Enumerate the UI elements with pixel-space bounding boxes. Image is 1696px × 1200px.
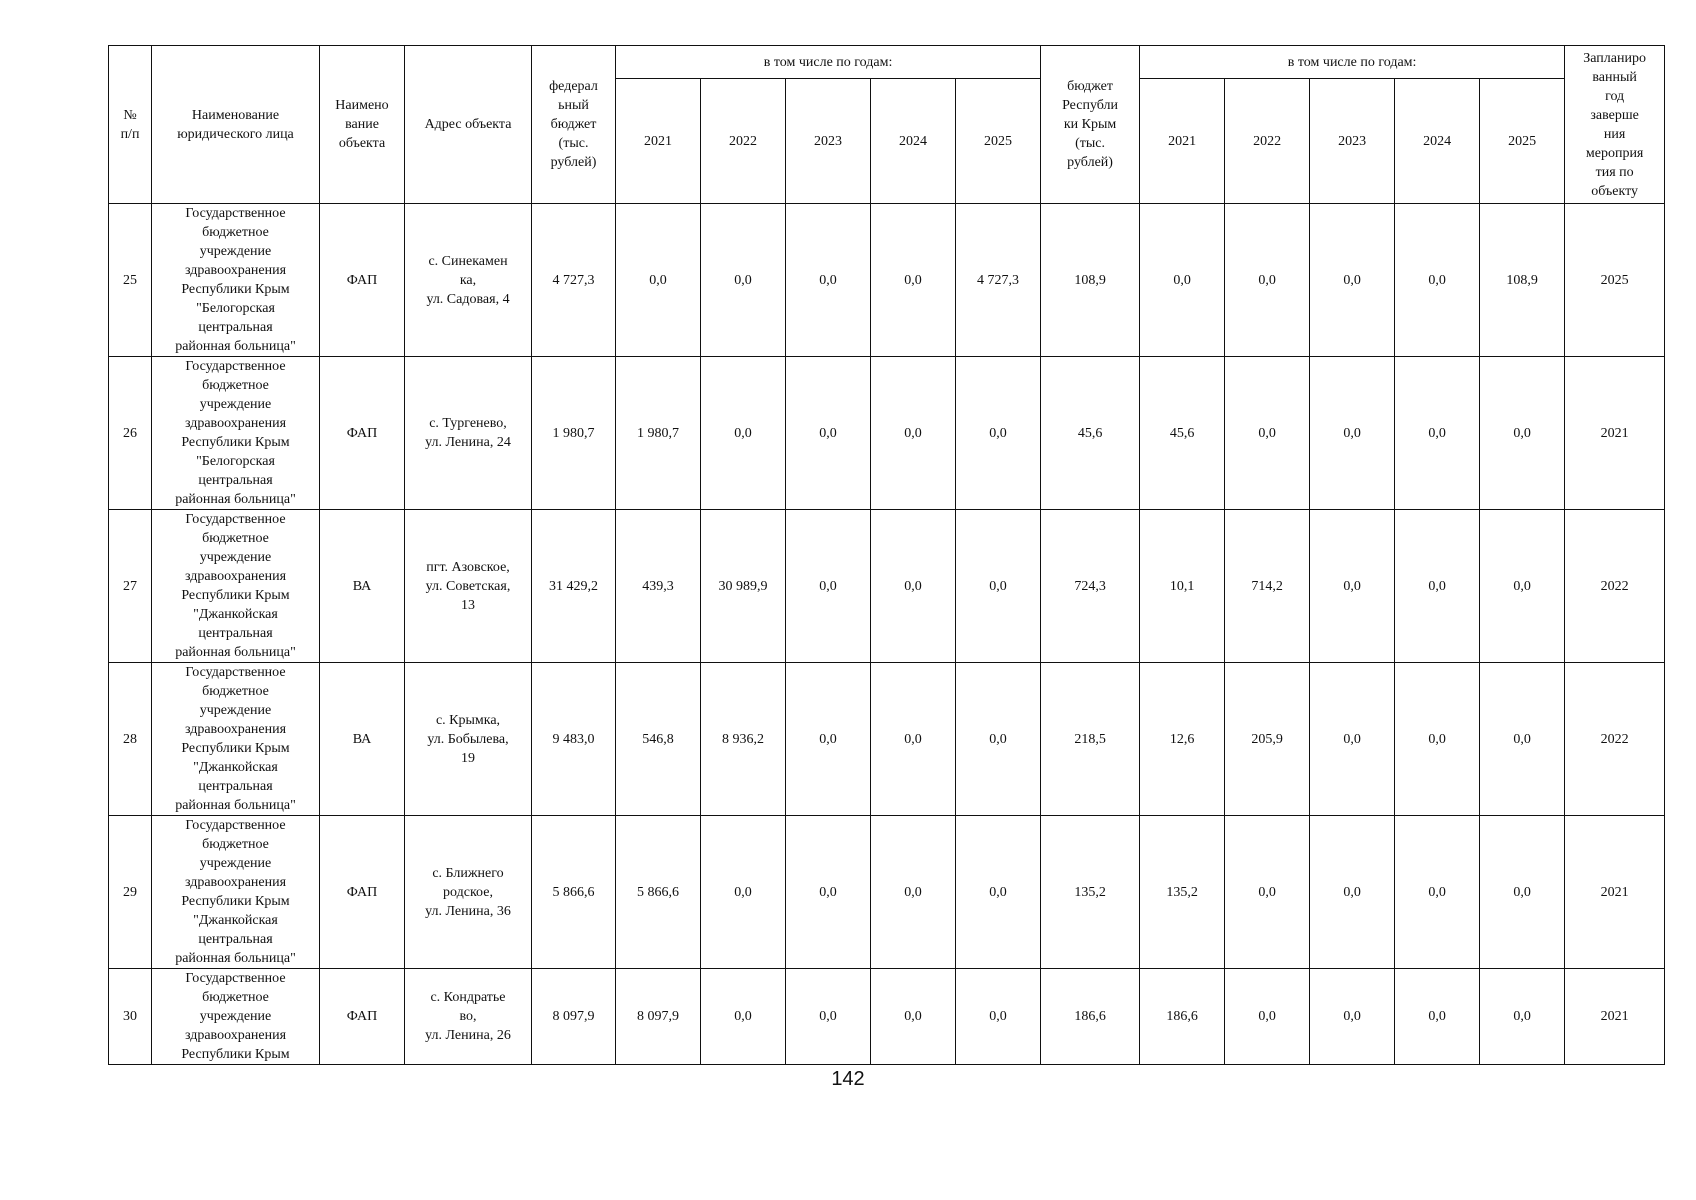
cell-regional-year <box>1225 969 1310 1065</box>
cell-address-text: пгт. Азовское, ул. Советская, 13 <box>425 559 511 613</box>
cell-regional-year <box>1310 816 1395 969</box>
cell-object-name <box>320 969 405 1065</box>
cell-regional-year-text: 0,0 <box>1428 272 1446 288</box>
cell-regional-year-text: 205,9 <box>1251 731 1283 747</box>
cell-address-text: с. Синекамен ка, ул. Садовая, 4 <box>426 253 510 307</box>
year-header: 2023 <box>786 79 871 204</box>
cell-federal-year-text: 4 727,3 <box>977 272 1020 288</box>
cell-regional-year <box>1225 204 1310 357</box>
cell-address-text: с. Крымка, ул. Бобылева, 19 <box>427 712 509 766</box>
cell-federal-text: 31 429,2 <box>549 578 598 594</box>
cell-regional-year-text: 0,0 <box>1258 425 1276 441</box>
cell-regional-year-text: 0,0 <box>1343 1009 1361 1024</box>
cell-regional <box>1041 510 1140 663</box>
budget-table <box>108 45 1665 1065</box>
cell-federal-year-text: 0,0 <box>734 425 752 441</box>
cell-federal <box>532 510 616 663</box>
cell-object-name <box>320 204 405 357</box>
cell-regional-year <box>1480 510 1565 663</box>
cell-planned-year <box>1565 357 1665 510</box>
cell-federal-year <box>701 969 786 1065</box>
cell-regional-year <box>1310 663 1395 816</box>
cell-federal-year <box>786 663 871 816</box>
cell-federal-year-text: 0,0 <box>904 578 922 594</box>
cell-federal-year <box>871 969 956 1065</box>
cell-object-name-text: ФАП <box>346 272 378 288</box>
cell-federal-year <box>616 510 701 663</box>
cell-federal-year-text: 0,0 <box>819 731 837 747</box>
cell-regional-year <box>1140 510 1225 663</box>
cell-num-text: 29 <box>123 884 137 900</box>
cell-address <box>405 204 532 357</box>
cell-federal-text: 1 980,7 <box>552 425 595 441</box>
cell-num <box>109 510 152 663</box>
cell-federal-year <box>871 816 956 969</box>
table-row <box>109 969 1665 1065</box>
cell-regional-year <box>1310 510 1395 663</box>
col-header-org: Наименование юридического лица <box>152 46 320 204</box>
cell-object-name <box>320 510 405 663</box>
cell-regional-year <box>1480 663 1565 816</box>
cell-org-text: Государственное бюджетное учреждение здравоохранения Республики Крым "Белогорская центральная районная больница" <box>175 206 296 354</box>
cell-federal-year-text: 30 989,9 <box>718 578 768 594</box>
cell-regional-text: 186,6 <box>1074 1009 1106 1024</box>
cell-regional-year-text: 0,0 <box>1428 884 1446 900</box>
cell-object-name <box>320 357 405 510</box>
cell-regional-year <box>1140 816 1225 969</box>
year-header: 2024 <box>1395 79 1480 204</box>
cell-federal-text: 9 483,0 <box>552 731 595 747</box>
cell-federal-year-text: 439,3 <box>642 578 674 594</box>
cell-regional-year-text: 0,0 <box>1428 578 1446 594</box>
cell-num-text: 30 <box>123 1009 137 1024</box>
cell-regional-year-text: 12,6 <box>1169 731 1195 747</box>
table-row <box>109 204 1665 357</box>
cell-regional-year <box>1225 510 1310 663</box>
cell-federal-year-text: 0,0 <box>904 731 922 747</box>
cell-federal-year-text: 0,0 <box>819 425 837 441</box>
cell-federal-year-text: 0,0 <box>734 272 752 288</box>
cell-regional <box>1041 969 1140 1065</box>
cell-federal-year-text: 546,8 <box>642 731 674 747</box>
cell-federal-year <box>871 204 956 357</box>
col-header-federal: федерал ьный бюджет (тыс. рублей) <box>532 46 616 204</box>
cell-federal-year <box>701 204 786 357</box>
cell-org-text: Государственное бюджетное учреждение здравоохранения Республики Крым "Джанкойская центральная районная больница" <box>175 665 296 813</box>
cell-regional-year-text: 0,0 <box>1258 884 1276 900</box>
cell-planned-year <box>1565 204 1665 357</box>
cell-num <box>109 204 152 357</box>
cell-federal-year <box>701 816 786 969</box>
cell-federal <box>532 969 616 1065</box>
cell-federal-year <box>786 816 871 969</box>
cell-federal-year-text: 0,0 <box>734 884 752 900</box>
cell-regional-text: 724,3 <box>1074 578 1106 594</box>
col-header-regional-by-years: в том числе по годам: <box>1140 46 1565 79</box>
cell-org <box>152 510 320 663</box>
cell-object-name-text: ФАП <box>346 1009 378 1024</box>
cell-regional-year-text: 0,0 <box>1258 1009 1276 1024</box>
cell-federal-year <box>786 510 871 663</box>
cell-planned-year-text: 2022 <box>1600 731 1629 747</box>
cell-num <box>109 357 152 510</box>
cell-federal-year <box>956 204 1041 357</box>
cell-planned-year-text: 2022 <box>1600 578 1629 594</box>
cell-org-text: Государственное бюджетное учреждение здравоохранения Республики Крым "Джанкойская центральная районная больница" <box>175 512 296 660</box>
cell-planned-year-text: 2021 <box>1600 884 1629 900</box>
cell-regional-year <box>1480 969 1565 1065</box>
page-number: 142 <box>831 1068 865 1090</box>
cell-federal-year <box>956 510 1041 663</box>
cell-federal-year-text: 0,0 <box>734 1009 752 1024</box>
cell-org <box>152 969 320 1065</box>
cell-planned-year-text: 2025 <box>1600 272 1629 288</box>
cell-federal-year <box>616 204 701 357</box>
cell-regional-year <box>1140 204 1225 357</box>
cell-num-text: 28 <box>123 731 137 747</box>
cell-federal-year <box>956 663 1041 816</box>
cell-federal-year-text: 0,0 <box>649 272 667 288</box>
cell-regional <box>1041 357 1140 510</box>
cell-address <box>405 816 532 969</box>
cell-regional-year <box>1395 204 1480 357</box>
cell-federal-year <box>701 663 786 816</box>
cell-regional-text: 45,6 <box>1077 425 1103 441</box>
cell-regional-year-text: 0,0 <box>1513 731 1531 747</box>
cell-regional-year-text: 0,0 <box>1343 425 1361 441</box>
cell-address-text: с. Кондратье во, ул. Ленина, 26 <box>425 990 511 1043</box>
cell-regional-year <box>1395 969 1480 1065</box>
cell-federal-year <box>956 816 1041 969</box>
cell-federal-year <box>956 357 1041 510</box>
cell-regional-year <box>1310 204 1395 357</box>
cell-num <box>109 969 152 1065</box>
cell-org <box>152 663 320 816</box>
cell-org <box>152 816 320 969</box>
cell-org <box>152 357 320 510</box>
table-row <box>109 510 1665 663</box>
cell-address-text: с. Ближнего родское, ул. Ленина, 36 <box>425 865 511 919</box>
cell-regional-year <box>1140 663 1225 816</box>
cell-regional-year-text: 0,0 <box>1258 272 1276 288</box>
cell-federal-year <box>786 204 871 357</box>
table-row <box>109 663 1665 816</box>
cell-federal-year <box>616 816 701 969</box>
cell-federal-year-text: 0,0 <box>904 884 922 900</box>
year-header: 2025 <box>1480 79 1565 204</box>
cell-regional-year-text: 108,9 <box>1506 272 1538 288</box>
cell-org-text: Государственное бюджетное учреждение здравоохранения Республики Крым "Белогорская центральная районная больница" <box>175 359 296 507</box>
cell-regional-year-text: 0,0 <box>1428 731 1446 747</box>
cell-org-text: Государственное бюджетное учреждение здравоохранения Республики Крым <box>181 971 290 1062</box>
year-header: 2022 <box>701 79 786 204</box>
cell-regional-year-text: 714,2 <box>1251 578 1283 594</box>
year-header: 2021 <box>616 79 701 204</box>
cell-regional-year <box>1225 357 1310 510</box>
cell-federal-year-text: 0,0 <box>989 425 1007 441</box>
cell-regional-year <box>1225 816 1310 969</box>
cell-regional-year-text: 0,0 <box>1513 1009 1531 1024</box>
cell-num-text: 26 <box>123 425 137 441</box>
cell-regional-year-text: 0,0 <box>1343 884 1361 900</box>
cell-regional-year-text: 186,6 <box>1166 1009 1198 1024</box>
cell-org-text: Государственное бюджетное учреждение здравоохранения Республики Крым "Джанкойская центральная районная больница" <box>175 818 296 966</box>
cell-federal-year-text: 0,0 <box>989 884 1007 900</box>
cell-num-text: 27 <box>123 578 137 594</box>
cell-planned-year <box>1565 663 1665 816</box>
cell-federal-year <box>871 663 956 816</box>
cell-regional-text: 108,9 <box>1074 272 1106 288</box>
year-header: 2021 <box>1140 79 1225 204</box>
cell-federal <box>532 663 616 816</box>
cell-planned-year-text: 2021 <box>1600 425 1629 441</box>
cell-num <box>109 663 152 816</box>
cell-planned-year <box>1565 969 1665 1065</box>
cell-num-text: 25 <box>123 272 137 288</box>
cell-regional-year-text: 0,0 <box>1173 272 1191 288</box>
cell-regional-year <box>1310 969 1395 1065</box>
table-row <box>109 357 1665 510</box>
cell-planned-year <box>1565 510 1665 663</box>
cell-federal-year-text: 0,0 <box>904 272 922 288</box>
cell-federal-year <box>616 969 701 1065</box>
cell-regional-year-text: 0,0 <box>1513 425 1531 441</box>
cell-regional-text: 218,5 <box>1074 731 1106 747</box>
cell-federal-year-text: 8 097,9 <box>637 1009 679 1024</box>
cell-federal-year-text: 0,0 <box>904 1009 922 1024</box>
cell-federal <box>532 357 616 510</box>
cell-regional-year <box>1395 816 1480 969</box>
cell-regional-text: 135,2 <box>1074 884 1106 900</box>
cell-regional-year <box>1140 969 1225 1065</box>
cell-object-name <box>320 663 405 816</box>
cell-federal <box>532 204 616 357</box>
cell-federal-year-text: 0,0 <box>819 1009 837 1024</box>
cell-regional <box>1041 204 1140 357</box>
cell-object-name-text: ФАП <box>346 425 378 441</box>
cell-regional-year-text: 45,6 <box>1169 425 1195 441</box>
cell-federal-year-text: 0,0 <box>989 1009 1007 1024</box>
cell-federal-year-text: 0,0 <box>989 731 1007 747</box>
cell-regional-year <box>1395 357 1480 510</box>
col-header-address: Адрес объекта <box>405 46 532 204</box>
cell-num <box>109 816 152 969</box>
cell-org <box>152 204 320 357</box>
cell-federal-year <box>701 510 786 663</box>
cell-federal-year <box>616 357 701 510</box>
cell-regional-year <box>1480 204 1565 357</box>
cell-federal-year <box>786 357 871 510</box>
cell-regional-year <box>1310 357 1395 510</box>
cell-federal-year-text: 0,0 <box>819 884 837 900</box>
cell-planned-year-text: 2021 <box>1600 1009 1629 1024</box>
cell-regional-year-text: 0,0 <box>1343 731 1361 747</box>
year-header: 2022 <box>1225 79 1310 204</box>
cell-regional-year-text: 135,2 <box>1166 884 1198 900</box>
cell-federal-year <box>701 357 786 510</box>
cell-regional-year <box>1225 663 1310 816</box>
cell-federal-year-text: 0,0 <box>819 272 837 288</box>
cell-object-name-text: ВА <box>352 731 372 747</box>
cell-federal-year-text: 0,0 <box>904 425 922 441</box>
cell-object-name-text: ФАП <box>346 884 378 900</box>
cell-regional <box>1041 663 1140 816</box>
cell-address <box>405 510 532 663</box>
cell-regional-year <box>1480 357 1565 510</box>
cell-federal-year-text: 8 936,2 <box>722 731 764 747</box>
cell-federal-year <box>616 663 701 816</box>
cell-federal-text: 5 866,6 <box>552 884 595 900</box>
cell-federal-text: 8 097,9 <box>552 1009 595 1024</box>
cell-address <box>405 969 532 1065</box>
cell-address-text: с. Тургенево, ул. Ленина, 24 <box>425 416 511 450</box>
col-header-federal-by-years: в том числе по годам: <box>616 46 1041 79</box>
cell-federal-year-text: 1 980,7 <box>637 425 679 441</box>
cell-regional-year-text: 0,0 <box>1428 425 1446 441</box>
table-row <box>109 816 1665 969</box>
cell-regional-year-text: 0,0 <box>1513 884 1531 900</box>
col-header-planned-year: Запланиро ванный год заверше ния мероприя тия по объекту <box>1565 46 1665 204</box>
year-header: 2024 <box>871 79 956 204</box>
cell-federal-year <box>786 969 871 1065</box>
cell-regional-year-text: 0,0 <box>1428 1009 1446 1024</box>
cell-federal-year-text: 0,0 <box>989 578 1007 594</box>
cell-object-name <box>320 816 405 969</box>
col-header-regional: бюджет Республи ки Крым (тыс. рублей) <box>1041 46 1140 204</box>
cell-federal-year-text: 0,0 <box>819 578 837 594</box>
col-header-object-name: Наимено вание объекта <box>320 46 405 204</box>
cell-regional-year <box>1395 510 1480 663</box>
cell-federal-year <box>871 510 956 663</box>
cell-federal-year <box>871 357 956 510</box>
cell-address <box>405 663 532 816</box>
cell-regional-year-text: 0,0 <box>1343 272 1361 288</box>
year-header: 2023 <box>1310 79 1395 204</box>
cell-address <box>405 357 532 510</box>
cell-federal-text: 4 727,3 <box>552 272 595 288</box>
cell-object-name-text: ВА <box>352 578 372 594</box>
cell-regional-year-text: 0,0 <box>1343 578 1361 594</box>
cell-regional-year <box>1140 357 1225 510</box>
cell-regional <box>1041 816 1140 969</box>
cell-planned-year <box>1565 816 1665 969</box>
col-header-num: № п/п <box>109 46 152 204</box>
cell-federal-year-text: 5 866,6 <box>637 884 679 900</box>
cell-regional-year <box>1480 816 1565 969</box>
year-header: 2025 <box>956 79 1041 204</box>
cell-federal-year <box>956 969 1041 1065</box>
cell-federal <box>532 816 616 969</box>
cell-regional-year-text: 10,1 <box>1169 578 1195 594</box>
cell-regional-year-text: 0,0 <box>1513 578 1531 594</box>
cell-regional-year <box>1395 663 1480 816</box>
